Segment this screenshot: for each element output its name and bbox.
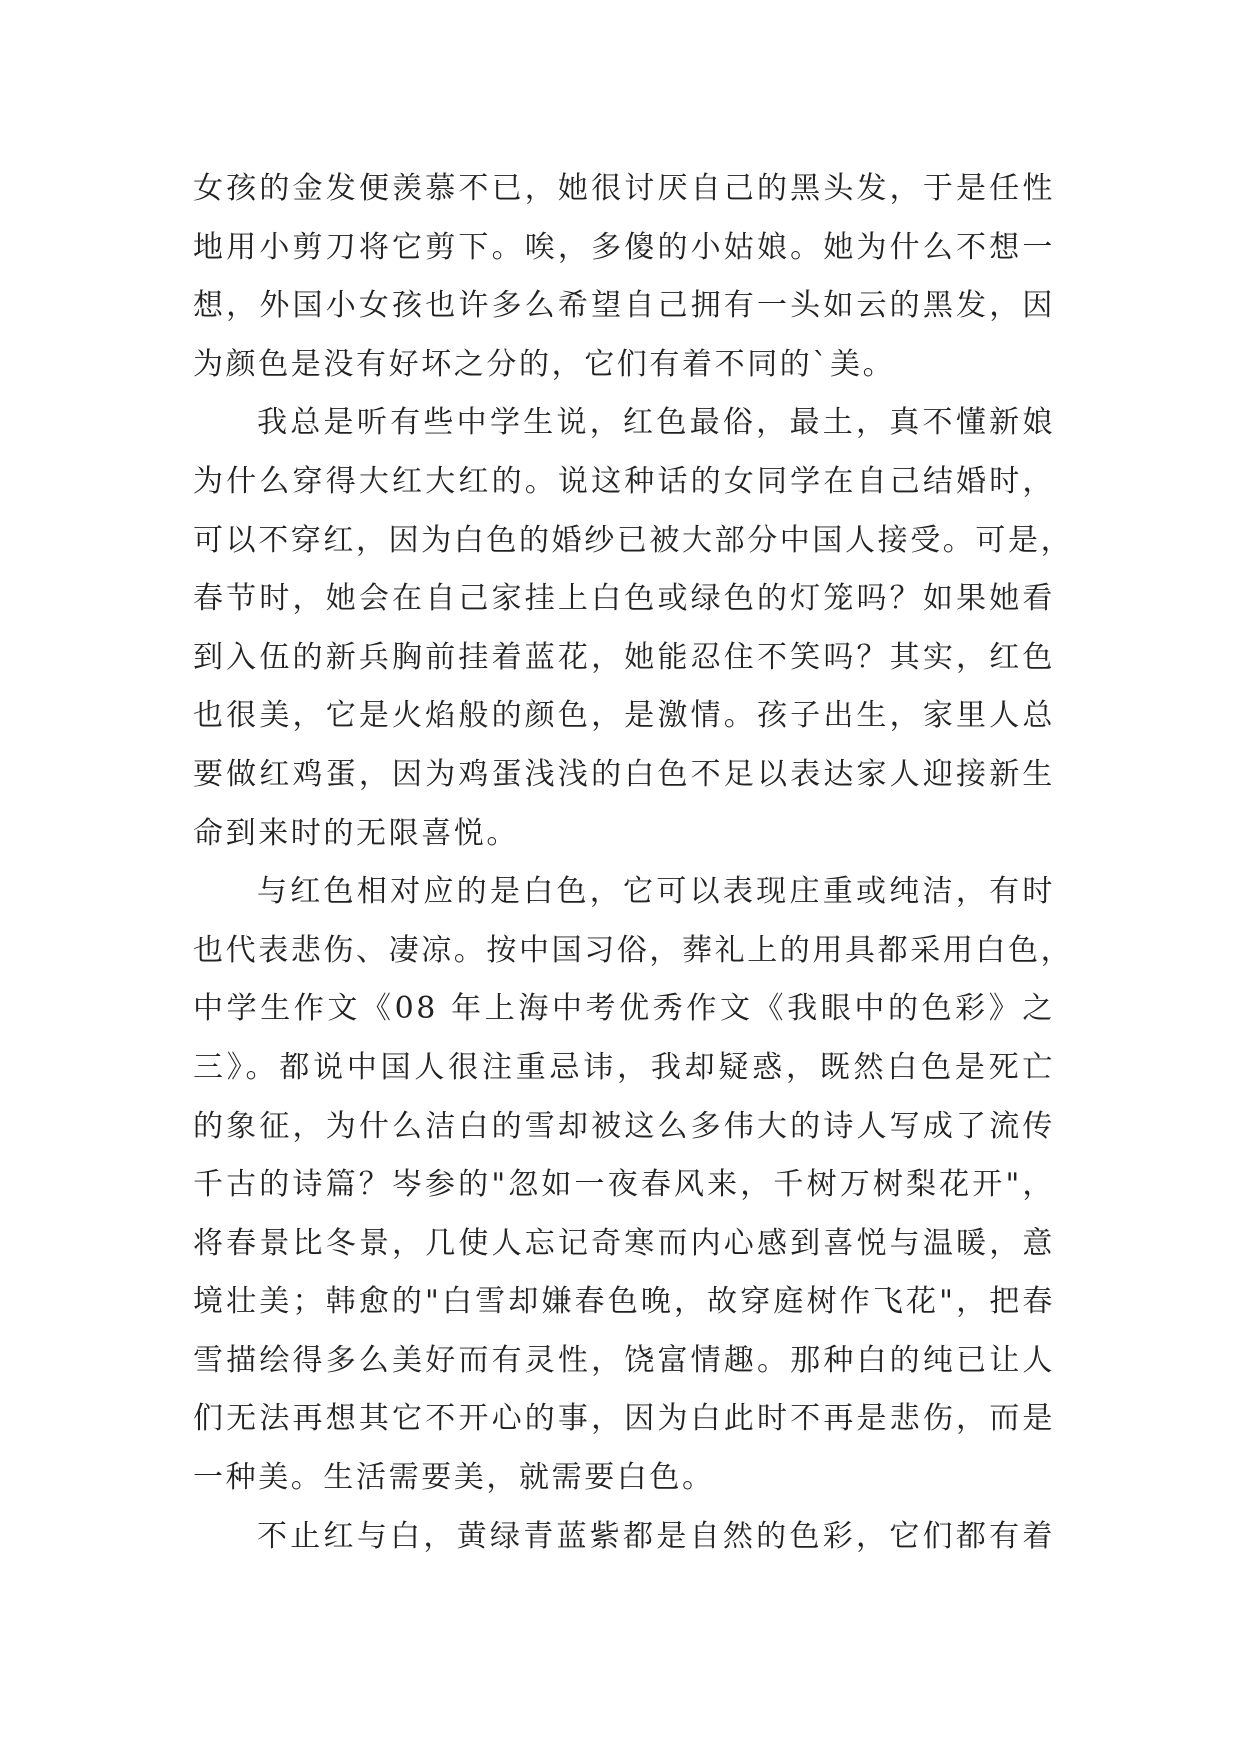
text-line: 境壮美；韩愈的"白雪却嫌春色晚，故穿庭树作飞花"，把春 (193, 1284, 1055, 1320)
text-line: 春节时，她会在自己家挂上白色或绿色的灯笼吗？如果她看 (193, 581, 1055, 617)
text-line: 一种美。生活需要美，就需要白色。 (193, 1460, 715, 1496)
text-line: 千古的诗篇？岑参的"忽如一夜春风来，千树万树梨花开"， (193, 1167, 1055, 1203)
text-line: 雪描绘得多么美好而有灵性，饶富情趣。那种白的纯已让人 (193, 1342, 1055, 1378)
text-line: 命到来时的无限喜悦。 (193, 815, 519, 851)
text-line: 中学生作文《08 年上海中考优秀作文《我眼中的色彩》之 (193, 991, 1055, 1027)
text-line: 将春景比冬景，几使人忘记奇寒而内心感到喜悦与温暖，意 (193, 1225, 1055, 1261)
paragraph-3 (193, 863, 1074, 1508)
text-line: 我总是听有些中学生说，红色最俗，最土，真不懂新娘 (257, 405, 1055, 441)
text-line: 为颜色是没有好坏之分的，它们有着不同的`美。 (193, 346, 896, 382)
text-line: 三》。都说中国人很注重忌讳，我却疑惑，既然白色是死亡 (193, 1049, 1055, 1085)
paragraph-1 (193, 160, 1055, 394)
text-line: 也很美，它是火焰般的颜色，是激情。孩子出生，家里人总 (193, 698, 1055, 734)
text-line: 也代表悲伤、凄凉。按中国习俗，葬礼上的用具都采用白色， (193, 932, 1074, 968)
essay-body (193, 160, 1074, 1566)
paragraph-2 (193, 394, 1074, 863)
paragraph-4 (193, 1508, 1055, 1567)
text-line: 不止红与白，黄绿青蓝紫都是自然的色彩，它们都有着 (257, 1518, 1055, 1554)
text-line: 地用小剪刀将它剪下。唉，多傻的小姑娘。她为什么不想一 (193, 229, 1055, 265)
text-line: 女孩的金发便羡慕不已，她很讨厌自己的黑头发，于是任性 (193, 171, 1055, 206)
text-line: 为什么穿得大红大红的。说这种话的女同学在自己结婚时， (193, 463, 1055, 499)
text-line: 想，外国小女孩也许多么希望自己拥有一头如云的黑发，因 (193, 288, 1055, 324)
text-line: 与红色相对应的是白色，它可以表现庄重或纯洁，有时 (257, 874, 1055, 910)
text-line: 的象征，为什么洁白的雪却被这么多伟大的诗人写成了流传 (193, 1108, 1055, 1144)
text-line: 到入伍的新兵胸前挂着蓝花，她能忍住不笑吗？其实，红色 (193, 639, 1055, 675)
text-line: 们无法再想其它不开心的事，因为白此时不再是悲伤，而是 (193, 1401, 1055, 1437)
text-line: 要做红鸡蛋，因为鸡蛋浅浅的白色不足以表达家人迎接新生 (193, 756, 1055, 792)
text-line: 可以不穿红，因为白色的婚纱已被大部分中国人接受。可是， (193, 522, 1074, 558)
